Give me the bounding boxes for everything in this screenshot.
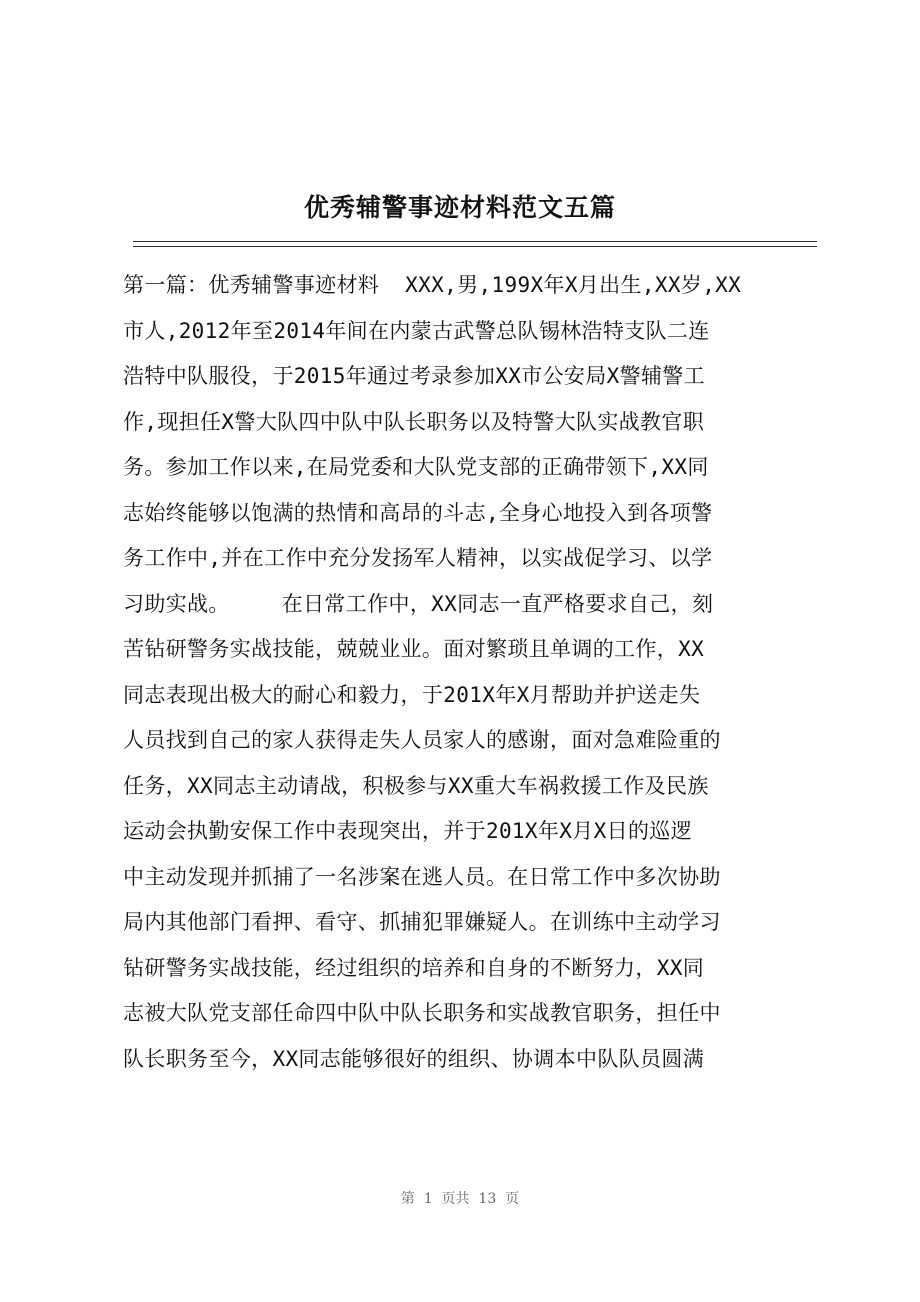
body-line: 市人,2012年至2014年间在内蒙古武警总队锡林浩特支队二连 bbox=[123, 318, 710, 343]
body-line: 作,现担任X警大队四中队中队长职务以及特警大队实战教官职 bbox=[123, 409, 705, 434]
body-line: 务。参加工作以来,在局党委和大队党支部的正确带领下,XX同 bbox=[123, 455, 709, 479]
body-line: 任务，XX同志主动请战，积极参与XX重大车祸救援工作及民族 bbox=[123, 773, 709, 798]
body-line: 志始终能够以饱满的热情和高昂的斗志,全身心地投入到各项警 bbox=[123, 500, 713, 525]
body-line: 运动会执勤安保工作中表现突出，并于201X年X月X日的巡逻 bbox=[123, 819, 693, 843]
body-line: 苦钻研警务实战技能，兢兢业业。面对繁琐且单调的工作，XX bbox=[123, 637, 705, 661]
body-text bbox=[123, 263, 823, 1082]
body-line: 第一篇：优秀辅警事迹材料 XXX,男,199X年X月出生,XX岁,XX bbox=[123, 273, 742, 297]
body-line: 局内其他部门看押、看守、抓捕犯罪嫌疑人。在训练中主动学习 bbox=[123, 910, 721, 934]
body-line: 同志表现出极大的耐心和毅力，于201X年X月帮助并护送走失 bbox=[123, 682, 701, 707]
page-number-footer: 第 1 页共 13 页 bbox=[400, 1191, 520, 1207]
body-line: 中主动发现并抓捕了一名涉案在逃人员。在日常工作中多次协助 bbox=[123, 864, 721, 889]
document-title: 优秀辅警事迹材料范文五篇 bbox=[303, 193, 616, 222]
body-line: 习助实战。 在日常工作中，XX同志一直严格要求自己，刻 bbox=[123, 591, 714, 616]
body-line: 浩特中队服役，于2015年通过考录参加XX市公安局X警辅警工 bbox=[123, 364, 705, 388]
body-line: 务工作中,并在工作中充分发扬军人精神，以实战促学习、以学 bbox=[123, 546, 713, 570]
body-line: 人员找到自己的家人获得走失人员家人的感谢，面对急难险重的 bbox=[123, 728, 721, 752]
title-double-rule bbox=[133, 241, 817, 247]
body-line: 队长职务至今，XX同志能够很好的组织、协调本中队队员圆满 bbox=[123, 1046, 705, 1071]
body-line: 志被大队党支部任命四中队中队长职务和实战教官职务，担任中 bbox=[123, 1001, 721, 1025]
body-line: 钻研警务实战技能，经过组织的培养和自身的不断努力，XX同 bbox=[123, 955, 705, 980]
